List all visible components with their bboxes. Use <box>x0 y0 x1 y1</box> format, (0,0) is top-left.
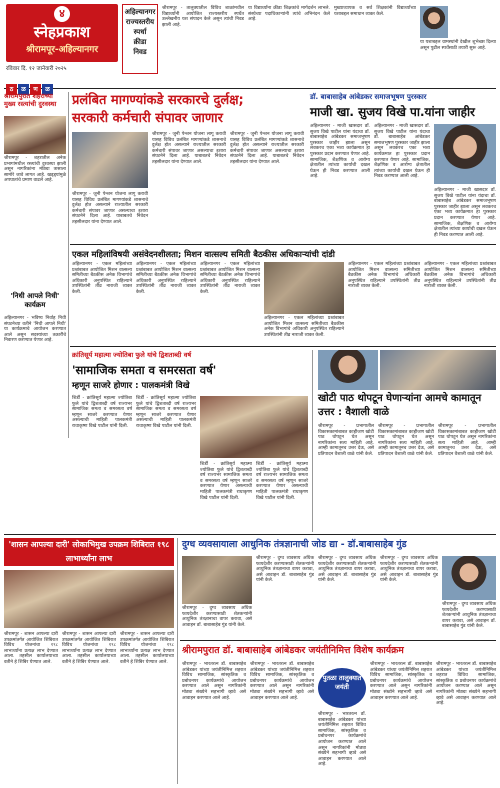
dudh-body-col4: श्रीरामपूर - दुग्ध व्यवसाय अधिक फायदेशीर करण्यासाठी शेतकऱ्यांनी आधुनिक तंत्रज्ञानाचा वापर करावा, असे आवाहन डॉ. बाबासाहेब गुंड यांनी केले. <box>442 602 496 630</box>
section-tab: ण <box>30 84 41 95</box>
top-snippet-2: या विद्यार्थ्यांना क्रीडा शिक्षकांचे मार्गदर्शन लाभले. संस्थेच्या पदाधिकाऱ्यांनी त्यांचे अभिनंदन केले आहे. <box>248 6 330 23</box>
dudh-headline: दुग्ध व्यवसायाला आधुनिक तंत्रज्ञानाची जोड द्या - डॉ.बाबासाहेब गुंड <box>182 539 407 550</box>
column-rule <box>68 92 69 438</box>
left-headline: श्रीरामपुरात शहराच्या मुख्य रस्त्यांची दुरवस्था <box>4 92 57 108</box>
photo-award-portrait <box>434 124 496 184</box>
photo-left-event <box>4 116 66 154</box>
photo-vaishali-wale <box>318 350 378 390</box>
top-box-line: स्पर्धा <box>133 28 147 36</box>
jyoti-kicker: क्रांतिसूर्य महात्मा ज्योतिबा फुले यांचे द्विशताब्दी वर्ष <box>72 351 192 359</box>
photo-dr-gund <box>442 556 496 600</box>
dudh-body-col2: श्रीरामपूर - दुग्ध व्यवसाय अधिक फायदेशीर करण्यासाठी शेतकऱ्यांनी आधुनिक तंत्रज्ञानाचा वापर करावा, असे आवाहन डॉ. बाबासाहेब गुंड यांनी केले. <box>318 556 376 584</box>
band-body-col1: अहिल्यानगर - एकल महिलांच्या प्रश्नांबाबत आयोजित मिशन वात्सल्य समितीच्या बैठकीस अनेक विभागांचे अधिकारी अनुपस्थित राहिल्याने उपस्थितांनी तीव्र नाराजी व्यक्त केली. <box>72 262 132 295</box>
section-tab: ळ <box>42 84 53 95</box>
top-box-line: अहिल्यानगर <box>124 8 156 16</box>
divider <box>70 244 496 245</box>
jyoti-body-col1: शिर्डी - क्रांतिसूर्य महात्मा ज्योतिबा फुले यांचे द्विशताब्दी वर्ष राज्यभर सामाजिक समता व समरसता वर्ष म्हणून साजरे करण्यात येणार असल्याची माहिती पालकमंत्री राधाकृष्ण विखे पाटील यांनी दिली. <box>72 396 132 429</box>
section-tab: ठ <box>6 84 17 95</box>
band-body-col4: अहिल्यानगर - एकल महिलांच्या प्रश्नांबाबत आयोजित मिशन वात्सल्य समितीच्या बैठकीस अनेक विभागांचे अधिकारी अनुपस्थित राहिल्याने उपस्थितांनी तीव्र नाराजी व्यक्त केली. <box>264 316 344 338</box>
divider <box>70 346 496 347</box>
photo-portrait-small <box>420 6 448 38</box>
shibir-headline: 'शासन आपल्या दारी' लोकाभिमुख उपक्रम शिबिरात १९८ लाभार्थ्यांना लाभ <box>4 538 174 566</box>
dudh-body-col0: श्रीरामपूर - दुग्ध व्यवसाय अधिक फायदेशीर करण्यासाठी शेतकऱ्यांनी आधुनिक तंत्रज्ञानाचा वापर करावा, असे आवाहन डॉ. बाबासाहेब गुंड यांनी केले. <box>182 606 252 628</box>
main-body-col1: श्रीरामपूर - जुनी पेन्शन योजना लागू करावी यासह विविध प्रलंबित मागण्यांकडे शासनाचे दुर्लक्ष होत असल्याने राज्यातील सरकारी कर्मचारी संपावर जाणार असल्याचा इशारा संघटनेने दिला आहे. याबाबतचे निवेदन तहसीलदार यांना देण्यात आले. <box>152 132 226 165</box>
photo-jyoti-event <box>200 396 308 458</box>
section-tabs <box>6 76 66 93</box>
top-snippet-4: या यशाबद्दल ग्रामस्थांनी देखील शुभेच्छा दिल्या असून पुढील स्पर्धेसाठी तयारी सुरू आहे. <box>420 40 496 51</box>
khote-body-col2: श्रीरामपूर - प्रभागातील विकासकामांबाबत काहीजण खोटी पाठ थोपटून घेत असून नागरिकांना सत्य माहिती आहे. आम्ही कामातूनच उत्तर देऊ, असे प्रतिपादन वैशाली वाळे यांनी केले. <box>378 424 434 457</box>
section-tab: ळ <box>18 84 29 95</box>
band-body-col3: अहिल्यानगर - एकल महिलांच्या प्रश्नांबाबत आयोजित मिशन वात्सल्य समितीच्या बैठकीस अनेक विभागांचे अधिकारी अनुपस्थित राहिल्याने उपस्थितांनी तीव्र नाराजी व्यक्त केली. <box>200 262 260 295</box>
jyoti-headline: 'सामाजिक समता व समरसता वर्ष' <box>72 363 217 377</box>
top-box-line: निवड <box>133 48 147 56</box>
jayanti-badge: पुतळा तालुक्यात जयंती <box>318 668 366 708</box>
shibir-body-col3: श्रीरामपूर - शासन आपल्या दारी उपक्रमांतर्गत आयोजित शिबिरात विविध योजनांचा १९८ लाभार्थ्यांना प्रत्यक्ष लाभ देण्यात आला. तहसील कार्यालयाच्या वतीने हे शिबिर घेण्यात आले. <box>120 632 174 665</box>
jayanti-headline: श्रीरामपुरात डॉ. बाबासाहेब आंबेडकर जयंतीनिमित्त विशेष कार्यक्रम <box>182 645 404 656</box>
main-body-col2: श्रीरामपूर - जुनी पेन्शन योजना लागू करावी यासह विविध प्रलंबित मागण्यांकडे शासनाचे दुर्लक्ष होत असल्याने राज्यातील सरकारी कर्मचारी संपावर जाणार असल्याचा इशारा संघटनेने दिला आहे. याबाबतचे निवेदन तहसीलदार यांना देण्यात आले. <box>230 132 304 165</box>
column-rule <box>312 350 313 532</box>
photo-khote-event <box>380 350 496 390</box>
award-body-col3: अहिल्यानगर - माजी खासदार डॉ. सुजय विखे पाटील यांना यंदाचा डॉ. बाबासाहेब आंबेडकर समाजभूषण पुरस्कार जाहीर झाला असून लवकरच एका भव्य कार्यक्रमात हा पुरस्कार प्रदान करण्यात येणार आहे. सामाजिक, शैक्षणिक व आरोग्य क्षेत्रातील त्यांच्या कार्याची दखल घेऊन ही निवड करण्यात आली आहे. <box>434 188 496 238</box>
left-sub-headline: 'निधी आपले निधी' कार्यक्रम <box>10 292 60 309</box>
jyoti-body-col2: शिर्डी - क्रांतिसूर्य महात्मा ज्योतिबा फुले यांचे द्विशताब्दी वर्ष राज्यभर सामाजिक समता व समरसता वर्ष म्हणून साजरे करण्यात येणार असल्याची माहिती पालकमंत्री राधाकृष्ण विखे पाटील यांनी दिली. <box>136 396 196 429</box>
main-headline-line2: सरकारी कर्मचारी संपावर जाणार <box>72 111 223 126</box>
jyoti-body-col4: शिर्डी - क्रांतिसूर्य महात्मा ज्योतिबा फुले यांचे द्विशताब्दी वर्ष राज्यभर सामाजिक समता व समरसता वर्ष म्हणून साजरे करण्यात येणार असल्याची माहिती पालकमंत्री राधाकृष्ण विखे पाटील यांनी दिली. <box>256 462 308 501</box>
photo-dudh <box>182 556 252 604</box>
band-headline: एकल महिलांविषयी असंवेदनशीलता; मिशन वात्सल्य समिती बैठकीस अधिकाऱ्यांची दांडी <box>72 249 335 259</box>
jyoti-subhead: म्हणून साजरे होणार : पालकमंत्री विखे <box>72 381 190 391</box>
photo-protest <box>72 132 148 188</box>
khote-body-col3: श्रीरामपूर - प्रभागातील विकासकामांबाबत काहीजण खोटी पाठ थोपटून घेत असून नागरिकांना सत्य माहिती आहे. आम्ही कामातूनच उत्तर देऊ, असे प्रतिपादन वैशाली वाळे यांनी केले. <box>438 424 496 457</box>
divider <box>4 534 496 535</box>
shibir-body-col2: श्रीरामपूर - शासन आपल्या दारी उपक्रमांतर्गत आयोजित शिबिरात विविध योजनांचा १९८ लाभार्थ्यांना प्रत्यक्ष लाभ देण्यात आला. तहसील कार्यालयाच्या वतीने हे शिबिर घेण्यात आले. <box>62 632 116 665</box>
newspaper-name: स्नेहप्रकाश <box>33 23 91 41</box>
top-snippet-3: मुख्याध्यापक व सर्व शिक्षकांनी विद्यार्थ्यांच्या यशाबद्दल समाधान व्यक्त केले. <box>334 6 416 17</box>
main-body-col0: श्रीरामपूर - जुनी पेन्शन योजना लागू करावी यासह विविध प्रलंबित मागण्यांकडे शासनाचे दुर्लक्ष होत असल्याने राज्यातील सरकारी कर्मचारी संपावर जाणार असल्याचा इशारा संघटनेने दिला आहे. याबाबतचे निवेदन तहसीलदार यांना देण्यात आले. <box>72 192 148 225</box>
newspaper-tagline: श्रीरामपूर-अहिल्यानगर <box>25 45 99 55</box>
jayanti-body-col3: श्रीरामपूर - भारतरत्न डॉ. बाबासाहेब आंबेडकर यांच्या जयंतीनिमित्त शहरात विविध सामाजिक, सांस्कृतिक व प्रबोधनपर कार्यक्रमांचे आयोजन करण्यात आले असून नागरिकांनी मोठ्या संख्येने सहभागी व्हावे असे आवाहन करण्यात आले आहे. <box>318 712 366 768</box>
page-number-badge: ४ <box>54 6 70 22</box>
jayanti-body-col1: श्रीरामपूर - भारतरत्न डॉ. बाबासाहेब आंबेडकर यांच्या जयंतीनिमित्त शहरात विविध सामाजिक, सांस्कृतिक व प्रबोधनपर कार्यक्रमांचे आयोजन करण्यात आले असून नागरिकांनी मोठ्या संख्येने सहभागी व्हावे असे आवाहन करण्यात आले आहे. <box>182 662 246 701</box>
shibir-body-col1: श्रीरामपूर - शासन आपल्या दारी उपक्रमांतर्गत आयोजित शिबिरात विविध योजनांचा १९८ लाभार्थ्यांना प्रत्यक्ष लाभ देण्यात आला. तहसील कार्यालयाच्या वतीने हे शिबिर घेण्यात आले. <box>4 632 58 665</box>
jayanti-body-col2: श्रीरामपूर - भारतरत्न डॉ. बाबासाहेब आंबेडकर यांच्या जयंतीनिमित्त शहरात विविध सामाजिक, सांस्कृतिक व प्रबोधनपर कार्यक्रमांचे आयोजन करण्यात आले असून नागरिकांनी मोठ्या संख्येने सहभागी व्हावे असे आवाहन करण्यात आले आहे. <box>250 662 314 701</box>
column-rule <box>177 538 178 784</box>
top-box-line: क्रीडा <box>133 38 147 46</box>
main-headline-line1: प्रलंबित मागण्यांकडे सरकारचे दुर्लक्ष; <box>72 93 244 108</box>
photo-meeting <box>264 262 344 314</box>
khote-headline: खोटी पाठ थोपटून घेणाऱ्यांना आमचे कामातून उत्तर : वैशाली वाळे <box>318 393 482 418</box>
jyoti-body-col3: शिर्डी - क्रांतिसूर्य महात्मा ज्योतिबा फुले यांचे द्विशताब्दी वर्ष राज्यभर सामाजिक समता व समरसता वर्ष म्हणून साजरे करण्यात येणार असल्याची माहिती पालकमंत्री राधाकृष्ण विखे पाटील यांनी दिली. <box>200 462 252 501</box>
divider <box>4 88 496 89</box>
award-kicker: डॉ. बाबासाहेब आंबेडकर समाजभूषण पुरस्कार <box>310 93 427 101</box>
band-body-col6: अहिल्यानगर - एकल महिलांच्या प्रश्नांबाबत आयोजित मिशन वात्सल्य समितीच्या बैठकीस अनेक विभागांचे अधिकारी अनुपस्थित राहिल्याने उपस्थितांनी तीव्र नाराजी व्यक्त केली. <box>424 262 496 290</box>
jayanti-body-col4: श्रीरामपूर - भारतरत्न डॉ. बाबासाहेब आंबेडकर यांच्या जयंतीनिमित्त शहरात विविध सामाजिक, सांस्कृतिक व प्रबोधनपर कार्यक्रमांचे आयोजन करण्यात आले असून नागरिकांनी मोठ्या संख्येने सहभागी व्हावे असे आवाहन करण्यात आले आहे. <box>370 662 432 701</box>
dudh-body-col3: श्रीरामपूर - दुग्ध व्यवसाय अधिक फायदेशीर करण्यासाठी शेतकऱ्यांनी आधुनिक तंत्रज्ञानाचा वापर करावा, असे आवाहन डॉ. बाबासाहेब गुंड यांनी केले. <box>380 556 438 584</box>
dateline: रविवार दि. १२ जानेवारी २०२५ <box>6 66 67 72</box>
band-body-col2: अहिल्यानगर - एकल महिलांच्या प्रश्नांबाबत आयोजित मिशन वात्सल्य समितीच्या बैठकीस अनेक विभागांचे अधिकारी अनुपस्थित राहिल्याने उपस्थितांनी तीव्र नाराजी व्यक्त केली. <box>136 262 196 295</box>
top-box-line: राज्यस्तरीय <box>125 18 155 26</box>
left-sub-body: अहिल्यानगर - भविष्य निर्वाह निधी संघटनेच्या वतीने 'निधी आपले निधी' या कार्यक्रमाचे आयोजन करण्यात आले असून सदस्यांच्या तक्रारींचे निवारण करण्यात येणार आहे. <box>4 316 66 344</box>
masthead <box>6 4 118 62</box>
award-headline: माजी खा. सुजय विखे पा.यांना जाहीर <box>310 105 475 119</box>
left-body: श्रीरामपूर - शहरातील अनेक प्रभागांमधील रस्त्यांची दुरवस्था झाली असून नागरिकांना मोठ्या त्रासाला सामोरे जावे लागत आहे. खड्ड्यांमुळे अपघातांचे प्रमाण वाढले आहे. <box>4 156 66 184</box>
band-body-col5: अहिल्यानगर - एकल महिलांच्या प्रश्नांबाबत आयोजित मिशन वात्सल्य समितीच्या बैठकीस अनेक विभागांचे अधिकारी अनुपस्थित राहिल्याने उपस्थितांनी तीव्र नाराजी व्यक्त केली. <box>348 262 420 290</box>
award-body-col2: अहिल्यानगर - माजी खासदार डॉ. सुजय विखे पाटील यांना यंदाचा डॉ. बाबासाहेब आंबेडकर समाजभूषण पुरस्कार जाहीर झाला असून लवकरच एका भव्य कार्यक्रमात हा पुरस्कार प्रदान करण्यात येणार आहे. सामाजिक, शैक्षणिक व आरोग्य क्षेत्रातील त्यांच्या कार्याची दखल घेऊन ही निवड करण्यात आली आहे. <box>374 124 430 180</box>
photo-shibir <box>4 570 174 628</box>
top-snippet-1: श्रीरामपूर - तालुक्यातील विविध शाळांमधील विद्यार्थ्यांनी आयोजित राज्यस्तरीय स्पर्धेत उल्लेखनीय यश संपादन केले असून त्यांची निवड झाली आहे. <box>162 6 244 28</box>
award-body-col1: अहिल्यानगर - माजी खासदार डॉ. सुजय विखे पाटील यांना यंदाचा डॉ. बाबासाहेब आंबेडकर समाजभूषण पुरस्कार जाहीर झाला असून लवकरच एका भव्य कार्यक्रमात हा पुरस्कार प्रदान करण्यात येणार आहे. सामाजिक, शैक्षणिक व आरोग्य क्षेत्रातील त्यांच्या कार्याची दखल घेऊन ही निवड करण्यात आली आहे. <box>310 124 370 180</box>
divider <box>180 640 496 641</box>
dudh-body-col1: श्रीरामपूर - दुग्ध व्यवसाय अधिक फायदेशीर करण्यासाठी शेतकऱ्यांनी आधुनिक तंत्रज्ञानाचा वापर करावा, असे आवाहन डॉ. बाबासाहेब गुंड यांनी केले. <box>256 556 314 584</box>
khote-body-col1: श्रीरामपूर - प्रभागातील विकासकामांबाबत काहीजण खोटी पाठ थोपटून घेत असून नागरिकांना सत्य माहिती आहे. आम्ही कामातूनच उत्तर देऊ, असे प्रतिपादन वैशाली वाळे यांनी केले. <box>318 424 374 457</box>
top-box <box>122 4 158 74</box>
jayanti-body-col5: श्रीरामपूर - भारतरत्न डॉ. बाबासाहेब आंबेडकर यांच्या जयंतीनिमित्त शहरात विविध सामाजिक, सांस्कृतिक व प्रबोधनपर कार्यक्रमांचे आयोजन करण्यात आले असून नागरिकांनी मोठ्या संख्येने सहभागी व्हावे असे आवाहन करण्यात आले आहे. <box>436 662 496 707</box>
